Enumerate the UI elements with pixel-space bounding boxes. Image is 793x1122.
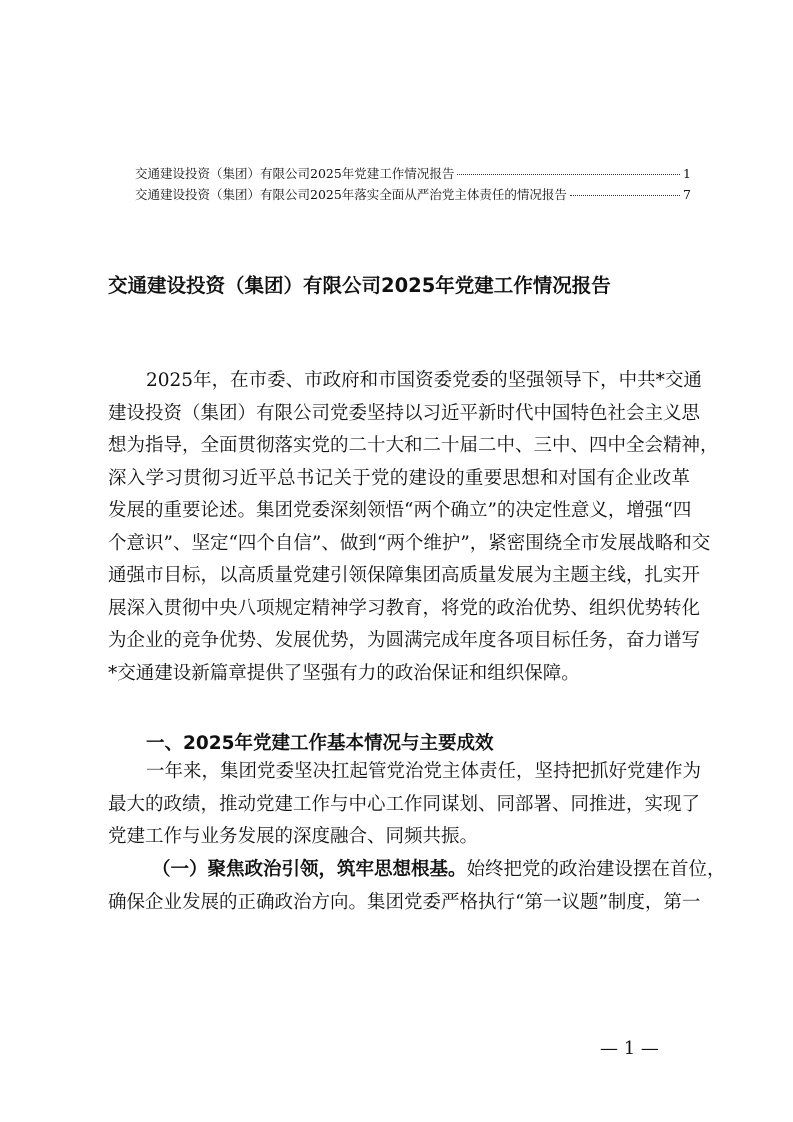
paragraph-line: 党建工作与业务发展的深度融合、同频共振。 bbox=[108, 826, 479, 847]
paragraph-line bbox=[152, 858, 726, 882]
paragraph-line: 确保企业发展的正确政治方向。集团党委严格执行“第一议题”制度，第一 bbox=[108, 892, 701, 913]
paragraph-line: 一年来，集团党委坚决扛起管党治党主体责任，坚持把抓好党建作为 bbox=[146, 761, 702, 782]
page-number: — 1 — bbox=[600, 1038, 659, 1059]
toc-entry[interactable] bbox=[135, 185, 691, 203]
paragraph-line: 展深入贯彻中央八项规定精神学习教育，将党的政治优势、组织优势转化 bbox=[108, 598, 701, 619]
paragraph-line: 发展的重要论述。集团党委深刻领悟“两个确立”的决定性意义，增强“四 bbox=[108, 500, 692, 521]
paragraph-line: *交通建设新篇章提供了坚强有力的政治保证和组织保障。 bbox=[108, 663, 580, 684]
toc-leader bbox=[570, 195, 680, 196]
paragraph-line: 为企业的竞争优势、发展优势，为圆满完成年度各项目标任务，奋力谱写 bbox=[108, 630, 701, 651]
paragraph-line: 建设投资（集团）有限公司党委坚持以习近平新时代中国特色社会主义思 bbox=[108, 403, 701, 424]
document-title: 交通建设投资（集团）有限公司2025年党建工作情况报告 bbox=[108, 274, 611, 297]
subsection-text: 始终把党的政治建设摆在首位， bbox=[466, 859, 726, 880]
toc-title: 交通建设投资（集团）有限公司2025年党建工作情况报告 bbox=[135, 166, 455, 181]
paragraph-line: 个意识”、坚定“四个自信”、做到“两个维护”，紧密围绕全市发展战略和交 bbox=[108, 533, 711, 554]
paragraph-line: 最大的政绩，推动党建工作与中心工作同谋划、同部署、同推进，实现了 bbox=[108, 794, 701, 815]
paragraph-line: 2025年，在市委、市政府和市国资委党委的坚强领导下，中共*交通 bbox=[146, 370, 702, 391]
subsection-heading: （一）聚焦政治引领，筑牢思想根基。 bbox=[152, 859, 467, 880]
paragraph-line: 想为指导，全面贯彻落实党的二十大和二十届二中、三中、四中全会精神， bbox=[108, 435, 719, 456]
toc-title: 交通建设投资（集团）有限公司2025年落实全面从严治党主体责任的情况报告 bbox=[135, 187, 567, 202]
toc-entry[interactable] bbox=[135, 164, 691, 182]
paragraph-line: 深入学习贯彻习近平总书记关于党的建设的重要思想和对国有企业改革 bbox=[108, 468, 690, 489]
section-heading: 一、2025年党建工作基本情况与主要成效 bbox=[146, 733, 494, 754]
toc-page: 7 bbox=[683, 187, 691, 202]
paragraph-line: 通强市目标，以高质量党建引领保障集团高质量发展为主题主线，扎实开 bbox=[108, 565, 701, 586]
toc-leader bbox=[457, 174, 680, 175]
toc-page: 1 bbox=[683, 166, 691, 181]
